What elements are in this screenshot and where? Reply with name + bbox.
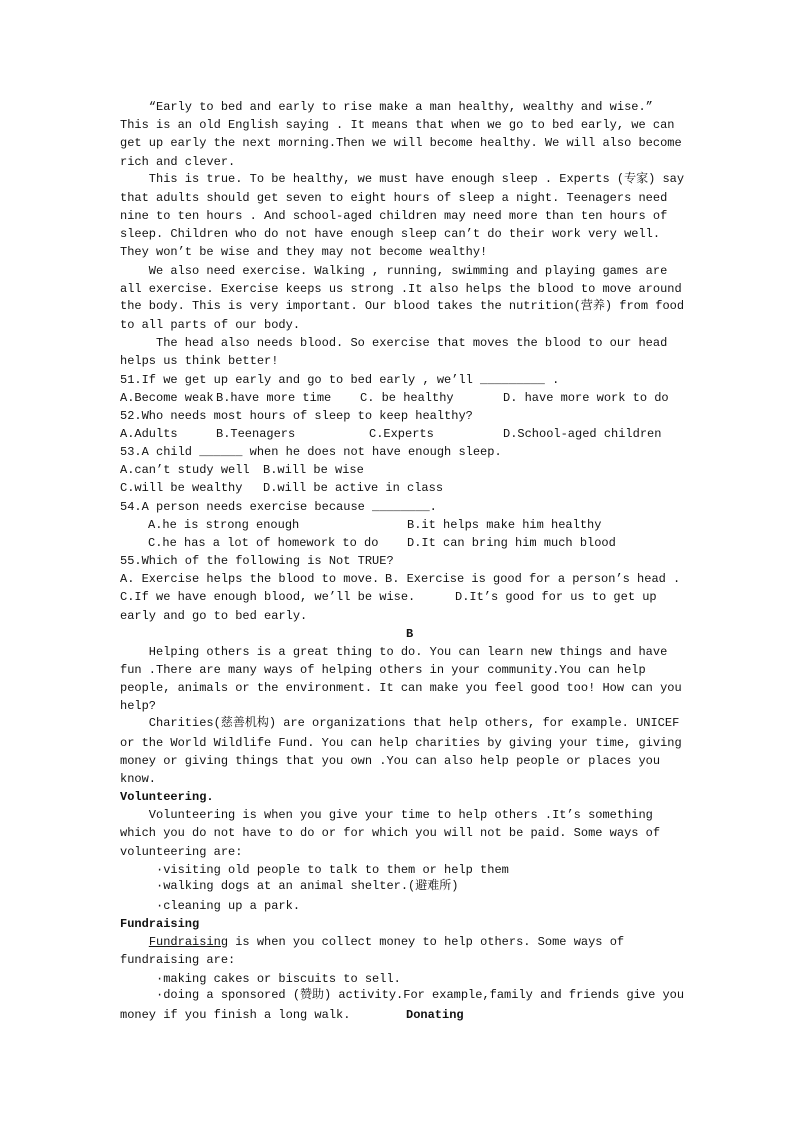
p1-line: This is an old English saying . It means that when we go to bed early, we can <box>120 118 675 132</box>
question-51-option-b: B.have more time <box>216 391 332 405</box>
p3-line: We also need exercise. Walking , running, swimming and playing games are <box>120 264 668 278</box>
p2-line: This is true. To be healthy, we must have enough sleep . Experts (专家) say <box>120 172 685 186</box>
p3-line: the body. This is very important. Our blood takes the nutrition(营养) from food <box>120 299 685 313</box>
question-52-option-b: B.Teenagers <box>216 427 296 441</box>
volunteering-line: Volunteering is when you give your time to help others .It’s something <box>120 808 653 822</box>
question-55-option-d: D.It’s good for us to get up <box>455 590 657 604</box>
question-51-stem: 51.If we get up early and go to bed early , we’ll _________ . <box>120 373 560 387</box>
fundraising-list-item: ·making cakes or biscuits to sell. <box>120 972 401 986</box>
question-51-option-d: D. have more work to do <box>503 391 669 405</box>
volunteering-heading: Volunteering. <box>120 790 214 804</box>
p4-line: helps us think better! <box>120 354 279 368</box>
question-55-option-c: C.If we have enough blood, we’ll be wise. <box>120 590 416 604</box>
question-53-option-c: C.will be wealthy <box>120 481 243 495</box>
p2-line: nine to ten hours . And school-aged children may need more than ten hours of <box>120 209 668 223</box>
question-52-option-d: D.School-aged children <box>503 427 662 441</box>
question-53-option-d: D.will be active in class <box>263 481 444 495</box>
intro-line: Helping others is a great thing to do. You can learn new things and have <box>120 645 668 659</box>
question-55-option-d-continued: early and go to bed early. <box>120 609 308 623</box>
intro-line: fun .There are many ways of helping others in your community.You can help <box>120 663 646 677</box>
fundraising-underlined-term: Fundraising <box>148 935 229 949</box>
charities-line: Charities(慈善机构) are organizations that help others, for example. UNICEF <box>120 716 680 730</box>
volunteering-list-item: ·walking dogs at an animal shelter.(避难所) <box>120 879 459 893</box>
question-54-option-b: B.it helps make him healthy <box>407 518 602 532</box>
intro-line: help? <box>120 699 157 713</box>
charities-line: or the World Wildlife Fund. You can help charities by giving your time, giving <box>120 736 682 750</box>
volunteering-list-item: ·visiting old people to talk to them or help them <box>120 863 509 877</box>
question-51-option-c: C. be healthy <box>360 391 454 405</box>
question-53-stem: 53.A child ______ when he does not have enough sleep. <box>120 445 502 459</box>
p2-line: They won’t be wise and they may not become wealthy! <box>120 245 488 259</box>
question-55-option-b: B. Exercise is good for a person’s head . <box>385 572 681 586</box>
fundraising-heading: Fundraising <box>120 917 200 931</box>
question-52-option-c: C.Experts <box>369 427 434 441</box>
p1-line: “Early to bed and early to rise make a man healthy, wealthy and wise.” <box>120 100 653 114</box>
section-b-heading: B <box>406 627 414 641</box>
volunteering-line: volunteering are: <box>120 845 243 859</box>
fundraising-indent <box>120 935 149 949</box>
last-line: money if you finish a long walk. <box>120 1008 351 1022</box>
question-55-option-a: A. Exercise helps the blood to move. <box>120 572 380 586</box>
fundraising-line <box>120 935 624 949</box>
p1-line: get up early the next morning.Then we will become healthy. We will also become <box>120 136 682 150</box>
donating-heading: Donating <box>406 1008 464 1022</box>
charities-line: know. <box>120 772 157 786</box>
volunteering-line: which you do not have to do or for which you will not be paid. Some ways of <box>120 826 661 840</box>
question-52-stem: 52.Who needs most hours of sleep to keep healthy? <box>120 409 473 423</box>
p3-line: all exercise. Exercise keeps us strong .It also helps the blood to move around <box>120 282 682 296</box>
fundraising-line: fundraising are: <box>120 953 236 967</box>
question-54-stem: 54.A person needs exercise because ________. <box>120 500 437 514</box>
question-55-stem: 55.Which of the following is Not TRUE? <box>120 554 394 568</box>
p3-line: to all parts of our body. <box>120 318 301 332</box>
question-54-option-d: D.It can bring him much blood <box>407 536 616 550</box>
question-53-option-b: B.will be wise <box>263 463 364 477</box>
question-54-option-a: A.he is strong enough <box>148 518 300 532</box>
volunteering-list-item: ·cleaning up a park. <box>120 899 301 913</box>
question-51-option-a: A.Become weak <box>120 391 214 405</box>
p2-line: that adults should get seven to eight hours of sleep a night. Teenagers need <box>120 191 668 205</box>
p2-line: sleep. Children who do not have enough sleep can’t do their work very well. <box>120 227 661 241</box>
question-54-option-c: C.he has a lot of homework to do <box>148 536 379 550</box>
p4-line: The head also needs blood. So exercise that moves the blood to our head <box>120 336 668 350</box>
fundraising-list-item: ·doing a sponsored (赞助) activity.For example,family and friends give you <box>120 988 685 1002</box>
fundraising-line-rest: is when you collect money to help others. Some ways of <box>228 935 625 949</box>
question-53-option-a: A.can’t study well <box>120 463 250 477</box>
question-52-option-a: A.Adults <box>120 427 178 441</box>
charities-line: money or giving things that you own .You can also help people or places you <box>120 754 661 768</box>
intro-line: people, animals or the environment. It can make you feel good too! How can you <box>120 681 682 695</box>
p1-line: rich and clever. <box>120 155 236 169</box>
